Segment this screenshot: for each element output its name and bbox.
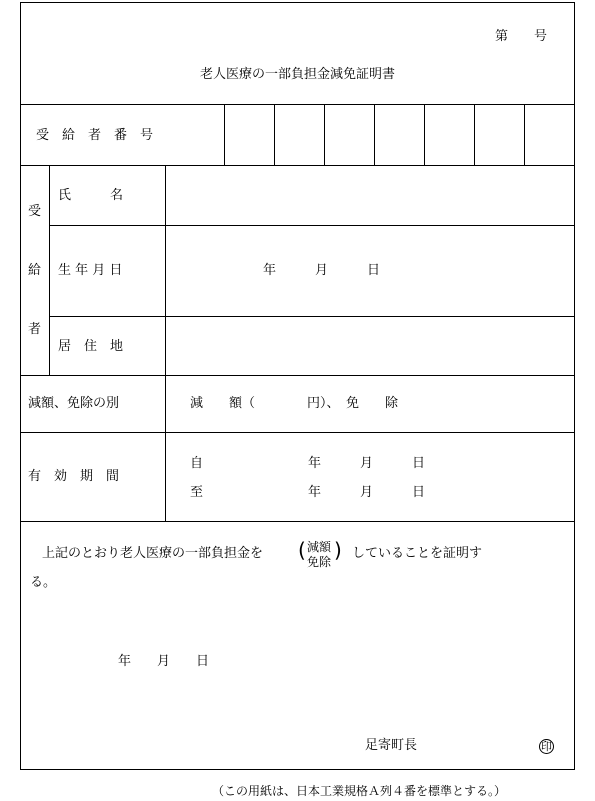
address-label: 居 住 地 bbox=[58, 339, 124, 354]
address-value-field[interactable] bbox=[166, 317, 574, 374]
validity-to-label: 至 bbox=[190, 485, 204, 500]
document-number-label: 第 号 bbox=[495, 29, 548, 44]
row-divider bbox=[49, 225, 575, 226]
recipient-group-label-1: 受 bbox=[28, 204, 42, 219]
number-cell-divider bbox=[324, 104, 325, 165]
certificate-frame bbox=[20, 2, 575, 770]
validity-from-label: 自 bbox=[190, 456, 204, 471]
name-value-field[interactable] bbox=[166, 166, 574, 224]
footer-note: （この用紙は、日本工業規格Ａ列４番を標準とする。） bbox=[212, 784, 507, 798]
certification-text-after: していることを証明す bbox=[352, 546, 483, 561]
validity-to-date[interactable]: 年 月 日 bbox=[308, 485, 426, 500]
number-cell-divider bbox=[274, 104, 275, 165]
seal-mark: 印 bbox=[541, 740, 552, 753]
number-cell-divider bbox=[474, 104, 475, 165]
birthdate-value[interactable]: 年 月 日 bbox=[263, 263, 381, 278]
number-cell-divider bbox=[424, 104, 425, 165]
certification-text-line2: る。 bbox=[30, 575, 57, 590]
reduction-type-label: 減額、免除の別 bbox=[28, 396, 120, 411]
reduction-type-value[interactable]: 減 額（ 円）、 免 除 bbox=[190, 396, 399, 411]
choice-close-bracket: ) bbox=[334, 538, 342, 562]
row-divider bbox=[20, 375, 575, 376]
validity-period-label: 有 効 期 間 bbox=[28, 469, 120, 484]
number-cell-divider bbox=[224, 104, 225, 165]
certification-text-before: 上記のとおり老人医療の一部負担金を bbox=[42, 546, 264, 561]
number-cell-divider bbox=[374, 104, 375, 165]
recipient-number-label: 受 給 者 番 号 bbox=[36, 128, 154, 143]
certification-date[interactable]: 年 月 日 bbox=[118, 654, 210, 669]
recipient-group-label-2: 給 bbox=[28, 263, 42, 278]
row-divider bbox=[20, 521, 575, 522]
issuer-name: 足寄町長 bbox=[365, 738, 418, 753]
recipient-group-divider bbox=[49, 165, 50, 375]
row-divider bbox=[20, 432, 575, 433]
row-divider bbox=[20, 104, 575, 105]
choice-exemption: 免除 bbox=[307, 555, 332, 569]
number-cell-divider bbox=[524, 104, 525, 165]
recipient-group-label-3: 者 bbox=[28, 322, 42, 337]
validity-from-date[interactable]: 年 月 日 bbox=[308, 456, 426, 471]
choice-open-bracket: ( bbox=[298, 538, 306, 562]
birthdate-label: 生 年 月 日 bbox=[58, 263, 123, 278]
choice-reduction: 減額 bbox=[307, 540, 332, 554]
document-title: 老人医療の一部負担金減免証明書 bbox=[199, 67, 395, 82]
name-label: 氏 名 bbox=[58, 188, 124, 203]
